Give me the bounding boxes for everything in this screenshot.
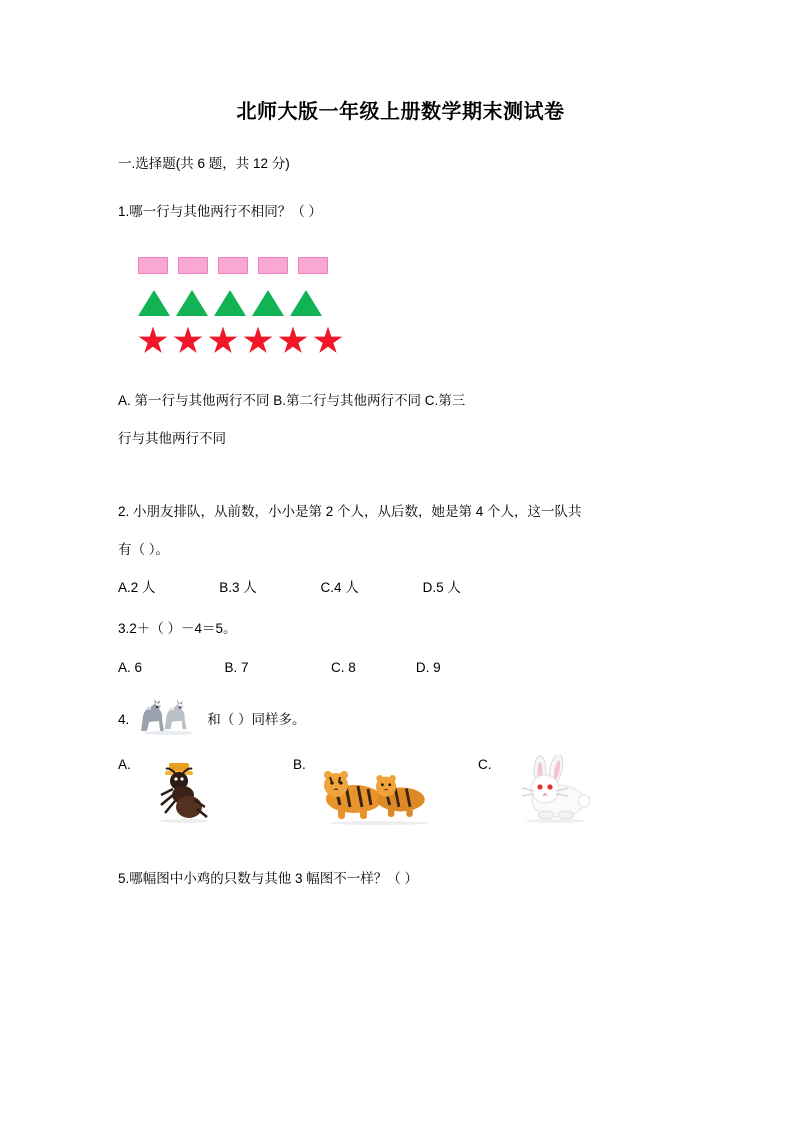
section-heading-choice: 一.选择题(共 6 题，共 12 分) [118,156,290,171]
square-shape [258,257,288,274]
question-3-text: 3.2＋（ ）－4＝5。 [118,621,237,637]
triangle-shape [214,290,246,316]
question-4-choice-a [118,755,293,825]
question-2-text-line-2: 有（ ）。 [118,542,170,558]
square-shape [178,257,208,274]
star-shape [173,327,203,356]
star-shape [313,327,343,356]
choice-c-label: C. [478,757,492,773]
rabbit-image [500,755,610,825]
two-horses-image [133,695,203,745]
triangle-shape [176,290,208,316]
figure-row-triangles [138,287,683,319]
question-4-choice-c [478,755,610,825]
star-shape [208,327,238,356]
question-5-text: 5.哪幅图中小鸡的只数与其他 3 幅图不一样？（ ） [118,871,419,887]
triangle-shape [290,290,322,316]
two-tigers-image [314,755,444,825]
document-content [118,95,683,903]
choice-b-label: B. [293,757,306,773]
star-shape [243,327,273,356]
figure-row-stars [138,325,683,357]
triangle-shape [138,290,170,316]
question-2-text-line-1: 2. 小朋友排队，从前数，小小是第 2 个人，从后数，她是第 4 个人，这一队共 [118,503,582,519]
question-2-options: A.2 人 B.3 人 C.4 人 D.5 人 [118,580,461,596]
question-4-number: 4. [118,711,130,727]
star-shape [278,327,308,356]
figure-row-squares [138,249,683,281]
square-shape [218,257,248,274]
question-1-text: 1.哪一行与其他两行不相同？（ ） [118,204,323,219]
question-1-options-line-2: 行与其他两行不同 [118,431,226,447]
star-shape [138,327,168,356]
question-3-options: A. 6 B. 7 C. 8 D. 9 [118,659,441,675]
question-4-text-after: 和（ ）同样多。 [207,711,306,727]
triangle-shape [252,290,284,316]
ant-image [139,755,235,825]
question-4-choices [118,755,683,825]
question-1-figure [118,249,683,357]
question-4-choice-b [293,755,478,825]
question-4-text [118,695,683,745]
page-title: 北师大版一年级上册数学期末测试卷 [236,101,565,123]
choice-a-label: A. [118,757,131,773]
square-shape [298,257,328,274]
square-shape [138,257,168,274]
question-1-options-line-1: A. 第一行与其他两行不同 B.第二行与其他两行不同 C.第三 [118,393,466,408]
